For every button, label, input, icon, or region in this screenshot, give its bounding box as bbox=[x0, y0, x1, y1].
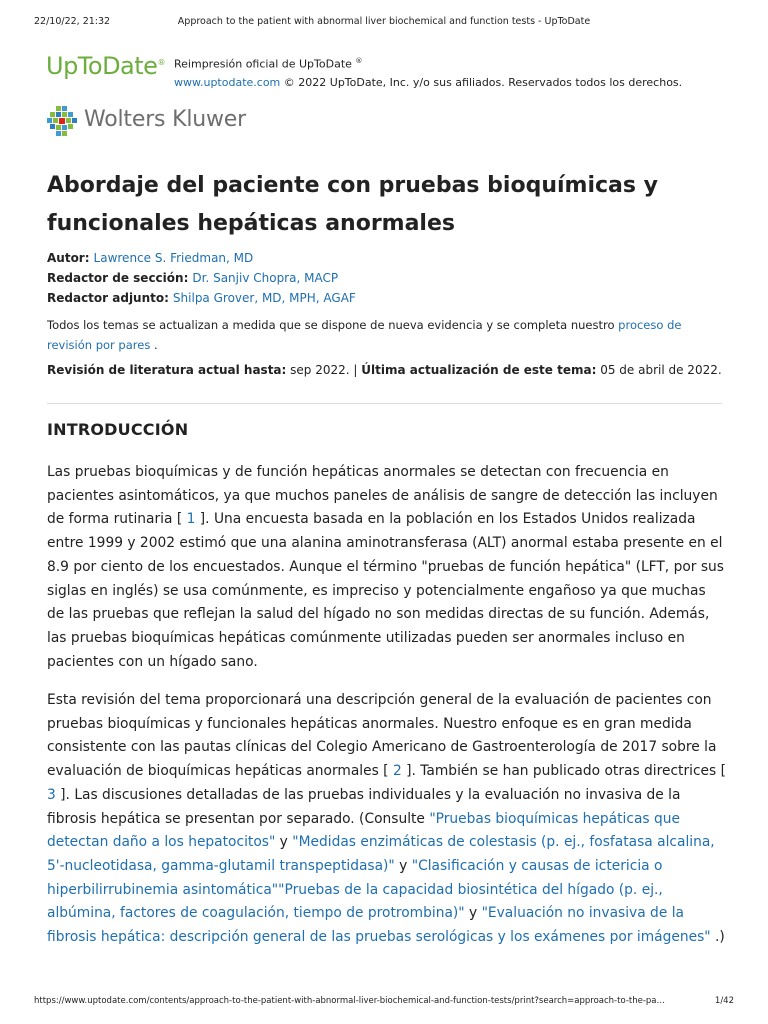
peer-review-link[interactable]: proceso de revisión por pares bbox=[47, 318, 682, 352]
print-header bbox=[34, 16, 734, 30]
p2-text-2: ]. También se han publicado otras directrices [ bbox=[401, 763, 726, 780]
p1-text-2: ]. Una encuesta basada en la población en los Estados Unidos realizada entre 1999 y 2002 estimó que una alanina aminotransferasa (ALT) anormal estaba presente en el 8.9 por ciento de los encuestados. Aunque el término "pruebas de función hepática" (LFT, por sus siglas en inglés) se usa comúnmente, es impreciso y potencialmente engañoso ya que muchas de las pruebas que reflejan la salud del hígado no son medidas directas de su función. Además, las pruebas bioquímicas hepáticas comúnmente utilizadas pueden ser anormales incluso en pacientes con un hígado sano. bbox=[47, 511, 724, 670]
review-dates bbox=[47, 360, 727, 380]
p2-end: .) bbox=[710, 929, 725, 946]
notice-end: . bbox=[150, 338, 158, 352]
p2-text-1: Esta revisión del tema proporcionará una descripción general de la evaluación de pacientes con pruebas bioquímicas y funcionales hepáticas anormales. Nuestro enfoque es en gran medida consistente con las pautas clínicas del Colegio Americano de Gastroenterología de 2017 sobre la evaluación de bioquímicas hepáticas anormales [ bbox=[47, 692, 717, 780]
deputy-editor-link[interactable]: Shilpa Grover, MD, MPH, AGAF bbox=[172, 291, 356, 305]
section-editor-row bbox=[47, 268, 727, 288]
p2-and-3: y bbox=[464, 905, 482, 922]
review-label: Revisión de literatura actual hasta: bbox=[47, 363, 287, 377]
print-footer bbox=[34, 996, 734, 1008]
p2-and-1: y bbox=[275, 834, 293, 851]
uptodate-logo[interactable] bbox=[46, 52, 165, 80]
page-number: 1/42 bbox=[714, 996, 734, 1006]
p1-text-1: Las pruebas bioquímicas y de función hepáticas anormales se detectan con frecuencia en pacientes asintomáticos, ya que muchos paneles de análisis de sangre de detección las incluyen de forma rutinaria [ bbox=[47, 464, 718, 528]
notice-text: Todos los temas se actualizan a medida que se dispone de nueva evidencia y se completa nuestro bbox=[47, 318, 619, 332]
topic-link-cholestasis-enzymes[interactable]: "Medidas enzimáticas de colestasis (p. ej., fosfatasa alcalina, 5'-nucleotidasa, gamma-glutamil transpeptidasa)" bbox=[47, 834, 715, 874]
reference-link-1[interactable]: 1 bbox=[186, 511, 196, 528]
author-block bbox=[47, 248, 727, 308]
section-editor-label: Redactor de sección: bbox=[47, 271, 189, 285]
reprint-mark: ® bbox=[355, 57, 363, 65]
author-row bbox=[47, 248, 727, 268]
wolters-kluwer-wordmark: Wolters Kluwer bbox=[84, 107, 246, 132]
p2-text-3: ]. Las discusiones detalladas de las pruebas individuales y la evaluación no invasiva de la fibrosis hepática se presentan por separado. (Consulte bbox=[47, 786, 681, 827]
deputy-editor-label: Redactor adjunto: bbox=[47, 291, 169, 305]
reprint-notice bbox=[174, 52, 682, 92]
print-url: https://www.uptodate.com/contents/approach-to-the-patient-with-abnormal-liver-biochemical-and-function-tests/print?search=approach-to-the-pa… bbox=[34, 996, 666, 1006]
topic-link-biosynthetic-capacity[interactable]: "Pruebas de la capacidad biosintética del hígado (p. ej., albúmina, factores de coagulación, tiempo de protrombina)" bbox=[47, 881, 663, 922]
review-value: sep 2022. bbox=[290, 363, 350, 377]
uptodate-logo-text: UpToDate bbox=[46, 52, 158, 80]
intro-paragraph-1 bbox=[47, 461, 727, 674]
brand-bar bbox=[46, 52, 726, 92]
copyright-text: © 2022 UpToDate, Inc. y/o sus afiliados. Reservados todos los derechos. bbox=[283, 75, 683, 89]
updated-label: Última actualización de este tema: bbox=[361, 363, 597, 377]
p2-and-2: y bbox=[394, 857, 412, 874]
article-title bbox=[47, 167, 687, 243]
uptodate-logo-mark: ® bbox=[157, 58, 165, 67]
divider bbox=[47, 403, 722, 404]
topic-link-jaundice[interactable]: "Clasificación y causas de ictericia o hiperbilirrubinemia asintomática" bbox=[47, 857, 663, 898]
review-separator: | bbox=[353, 363, 358, 377]
section-editor-link[interactable]: Dr. Sanjiv Chopra, MACP bbox=[192, 271, 339, 285]
author-link[interactable]: Lawrence S. Friedman, MD bbox=[93, 251, 254, 265]
site-link[interactable]: www.uptodate.com bbox=[174, 75, 281, 89]
reprint-line: Reimpresión oficial de UpToDate bbox=[174, 57, 352, 71]
author-label: Autor: bbox=[47, 251, 90, 265]
deputy-editor-row bbox=[47, 288, 727, 308]
topic-link-fibrosis-evaluation[interactable]: "Evaluación no invasiva de la fibrosis hepática: descripción general de las pruebas serológicas y los exámenes por imágenes" bbox=[47, 905, 711, 946]
wolters-kluwer-globe-icon bbox=[46, 105, 78, 137]
print-datetime: 22/10/22, 21:32 bbox=[34, 16, 111, 27]
intro-paragraph-2 bbox=[47, 689, 727, 950]
reference-link-2[interactable]: 2 bbox=[392, 763, 402, 780]
article-title-line2: funcionales hepáticas anormales bbox=[47, 211, 455, 236]
section-heading: INTRODUCCIÓN bbox=[47, 420, 189, 439]
topic-link-hepatocyte-tests[interactable]: "Pruebas bioquímicas hepáticas que detectan daño a los hepatocitos" bbox=[47, 810, 680, 851]
updated-value: 05 de abril de 2022. bbox=[600, 363, 722, 377]
print-doc-title: Approach to the patient with abnormal liver biochemical and function tests - UpToDate bbox=[177, 16, 591, 27]
update-notice bbox=[47, 315, 727, 355]
article-title-line1: Abordaje del paciente con pruebas bioquímicas y bbox=[47, 173, 658, 198]
reference-link-3[interactable]: 3 bbox=[47, 786, 56, 803]
